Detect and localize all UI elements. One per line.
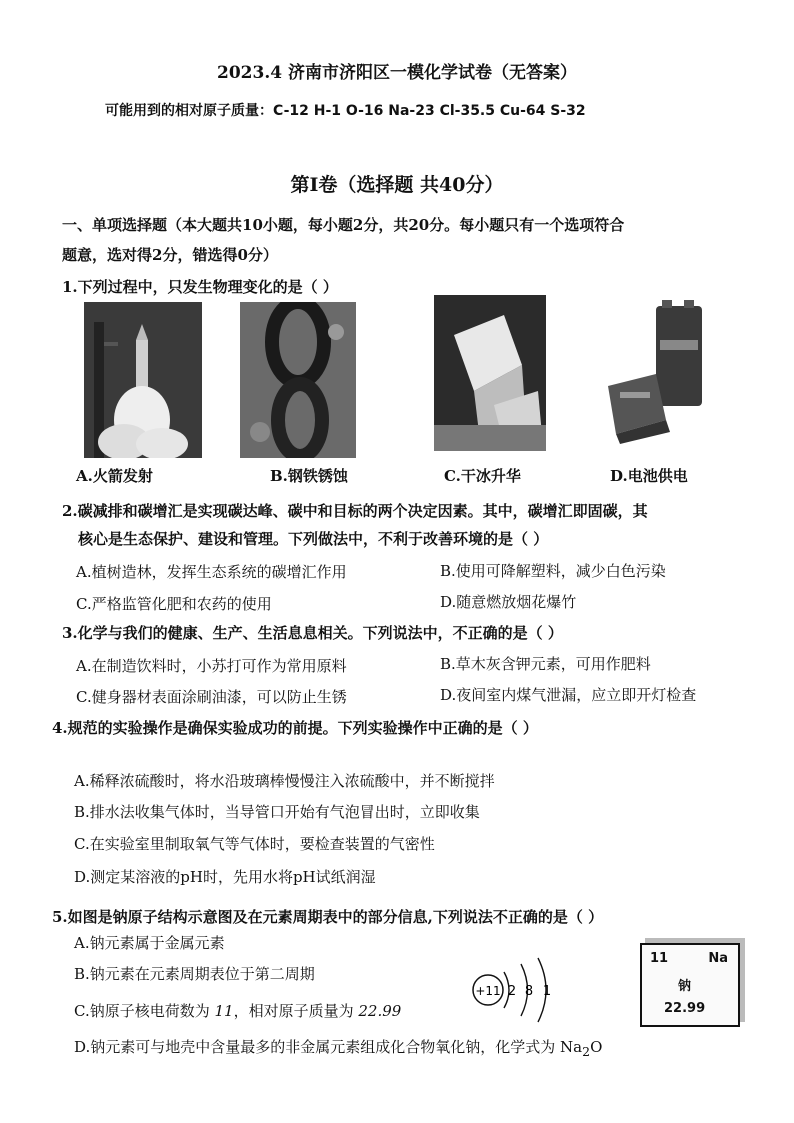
- q3-option-d: D.夜间室内煤气泄漏，应立即开灯检查: [440, 686, 697, 704]
- q1-option-b: B.钢铁锈蚀: [270, 467, 348, 485]
- nucleus-charge: +11: [475, 984, 501, 998]
- element-symbol: Na: [708, 951, 728, 966]
- q3-option-a: A.在制造饮料时，小苏打可作为常用原料: [76, 657, 347, 675]
- rocket-launch-photo: [84, 302, 202, 458]
- rusty-chain-photo: [240, 302, 356, 458]
- q5-option-b: B.钠元素在元素周期表位于第二周期: [74, 965, 315, 983]
- q5-option-d: [74, 1036, 602, 1059]
- atomic-masses: 可能用到的相对原子质量：C-12 H-1 O-16 Na-23 Cl-35.5 Cu-64 S-32: [105, 103, 586, 119]
- q2-option-d: D.随意燃放烟花爆竹: [440, 593, 577, 611]
- battery-photo: [600, 300, 708, 446]
- q4-option-b: B.排水法收集气体时，当导管口开始有气泡冒出时，立即收集: [74, 803, 480, 821]
- q5-option-c-prefix: C.钠原子核电荷数为: [74, 1002, 215, 1020]
- q1-option-d: D.电池供电: [610, 467, 688, 485]
- q2-option-b: B.使用可降解塑料，减少白色污染: [440, 562, 666, 580]
- q5-option-c-middle: ，相对原子质量为: [233, 1002, 359, 1020]
- element-name: 钠: [678, 979, 692, 994]
- q5-atomic-mass: 22.99: [358, 1002, 402, 1020]
- element-mass: 22.99: [664, 1001, 706, 1016]
- q1-stem: 1.下列过程中，只发生物理变化的是（ ）: [62, 278, 338, 296]
- q5-option-a: A.钠元素属于金属元素: [74, 934, 225, 952]
- q4-option-d: D.测定某溶液的pH时，先用水将pH试纸润湿: [74, 868, 376, 886]
- q2-option-a: A.植树造林，发挥生态系统的碳增汇作用: [76, 563, 347, 581]
- q3-option-b: B.草木灰含钾元素，可用作肥料: [440, 655, 651, 673]
- section-instruction-line2: 题意，选对得2分，错选得0分）: [62, 246, 278, 264]
- sodium-atom-diagram: [466, 950, 576, 1030]
- part-title: 第Ⅰ卷（选择题 共40分）: [290, 174, 504, 196]
- q5-option-d-text: D.钠元素可与地壳中含量最多的非金属元素组成化合物氧化钠，化学式为 Na: [74, 1038, 583, 1056]
- q3-option-c: C.健身器材表面涂刷油漆，可以防止生锈: [76, 688, 347, 706]
- q4-stem: 4.规范的实验操作是确保实验成功的前提。下列实验操作中正确的是（ ）: [52, 719, 538, 737]
- q1-option-c: C.干冰升华: [444, 467, 521, 485]
- shell-1-electrons: 2: [507, 984, 517, 999]
- q3-stem: 3.化学与我们的健康、生产、生活息息相关。下列说法中，不正确的是（ ）: [62, 624, 563, 642]
- q2-stem-line1: 2.碳减排和碳增汇是实现碳达峰、碳中和目标的两个决定因素。其中，碳增汇即固碳，其: [62, 502, 648, 520]
- q4-option-a: A.稀释浓硫酸时，将水沿玻璃棒慢慢注入浓硫酸中，并不断搅拌: [74, 772, 495, 790]
- exam-title: 2023.4 济南市济阳区一模化学试卷（无答案）: [217, 63, 577, 83]
- q5-formula-subscript: 2: [582, 1044, 591, 1059]
- q2-option-c: C.严格监管化肥和农药的使用: [76, 595, 272, 613]
- dry-ice-photo: [434, 295, 546, 451]
- section-instruction-line1: 一、单项选择题（本大题共10小题，每小题2分，共20分。每小题只有一个选项符合: [62, 216, 625, 234]
- periodic-table-cell: [640, 943, 740, 1027]
- q2-stem-line2: 核心是生态保护、建设和管理。下列做法中，不利于改善环境的是（ ）: [78, 530, 549, 548]
- element-number: 11: [650, 951, 669, 966]
- q5-charge-number: 11: [214, 1002, 234, 1020]
- q5-formula-o: O: [590, 1038, 603, 1056]
- shell-2-electrons: 8: [524, 984, 534, 999]
- q5-option-c: [74, 1000, 401, 1021]
- q1-option-a: A.火箭发射: [76, 467, 153, 485]
- q5-stem: 5.如图是钠原子结构示意图及在元素周期表中的部分信息,下列说法不正确的是（ ）: [52, 908, 604, 926]
- shell-3-electrons: 1: [542, 984, 552, 999]
- q4-option-c: C.在实验室里制取氧气等气体时，要检查装置的气密性: [74, 835, 435, 853]
